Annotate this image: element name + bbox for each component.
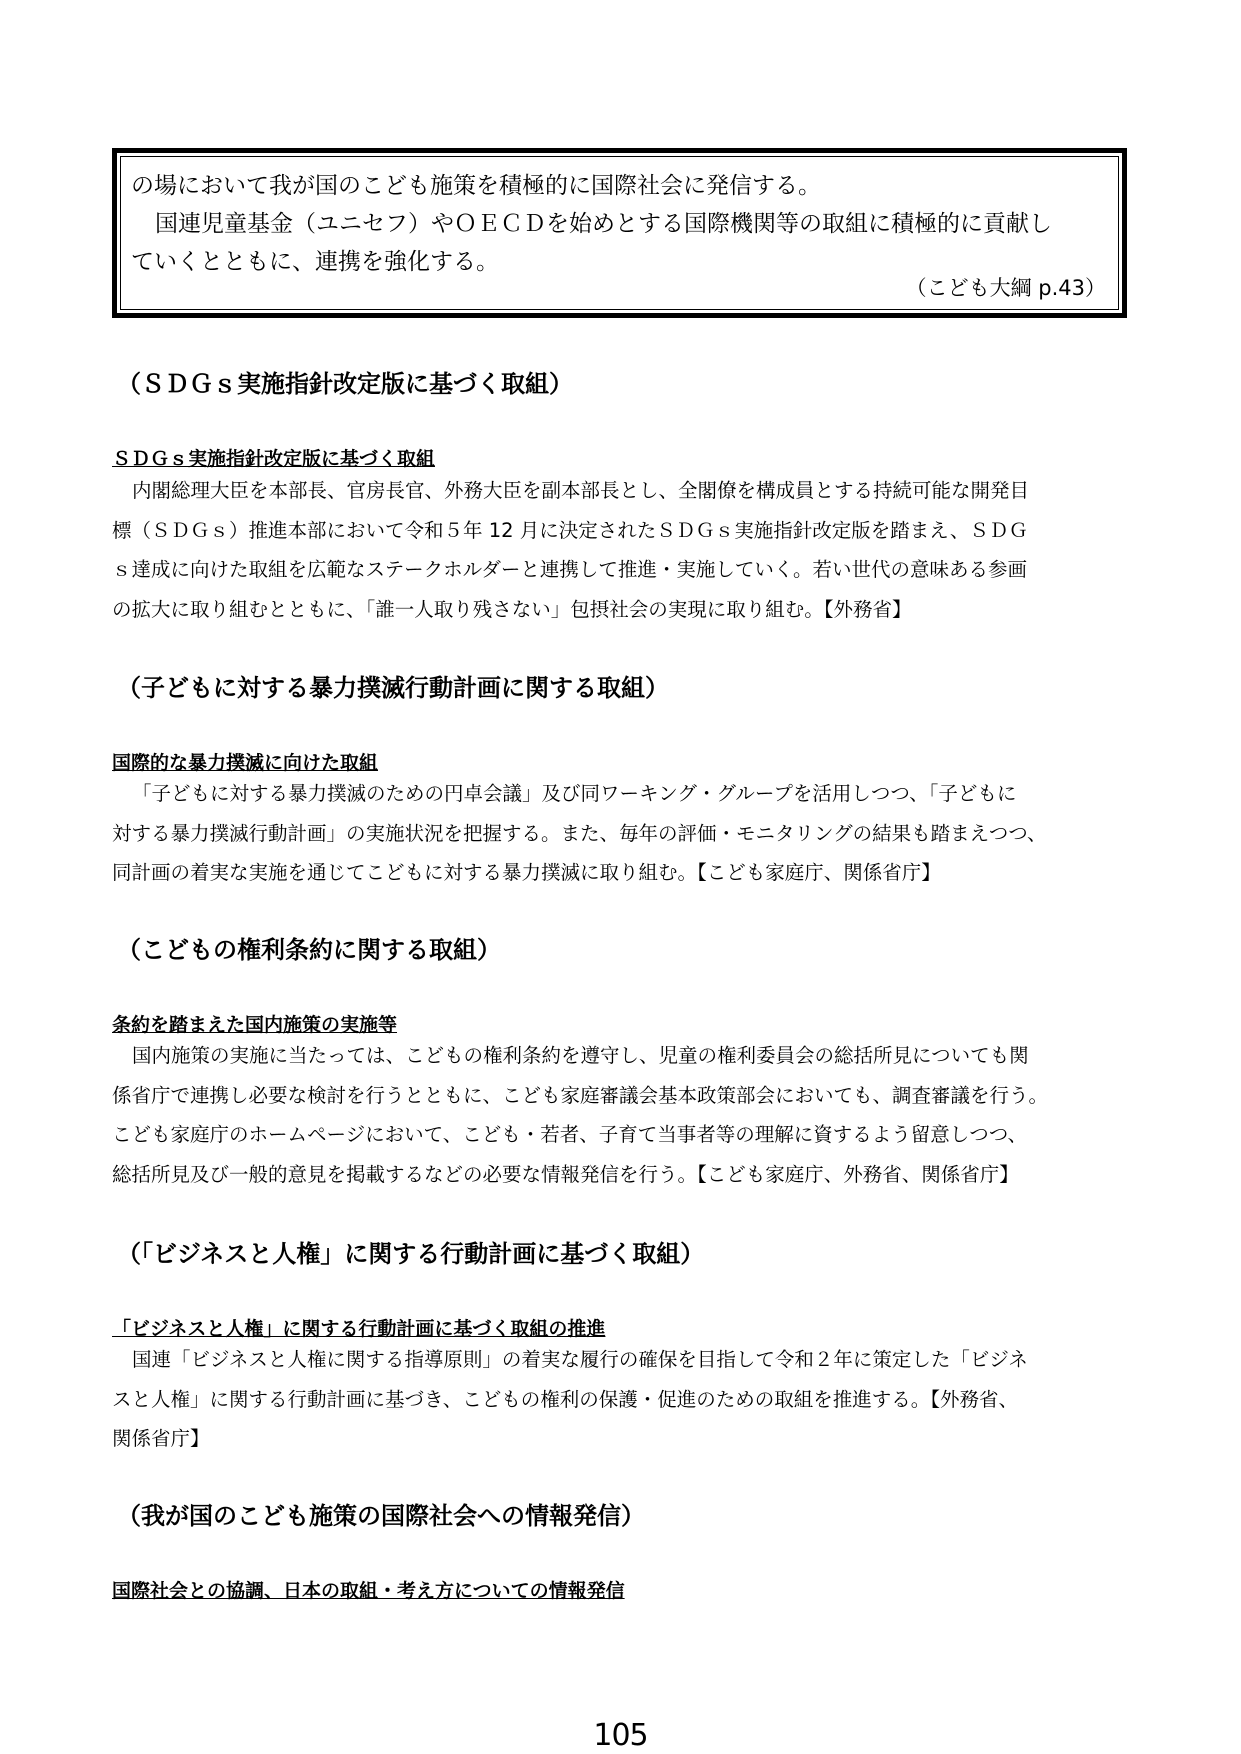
quote-line: の場において我が国のこども施策を積極的に国際社会に発信する。 <box>131 173 821 199</box>
section-paragraph <box>112 1340 1132 1459</box>
paragraph-line: こども家庭庁のホームページにおいて、こども・若者、子育て当事者等の理解に資するよう留意しつつ、 <box>112 1123 1027 1146</box>
paragraph-line: 標（ＳＤＧｓ）推進本部において令和５年 12 月に決定されたＳＤＧｓ実施指針改定版を踏まえ、ＳＤＧ <box>112 518 1028 542</box>
quote-line: 国連児童基金（ユニセフ）やＯＥＣＤを始めとする国際機関等の取組に積極的に貢献し <box>155 211 1052 237</box>
quote-box <box>112 148 1127 318</box>
page-number: 105 <box>593 1718 648 1753</box>
section-subheading: ＳＤＧｓ実施指針改定版に基づく取組 <box>112 448 436 470</box>
paragraph-line: 「子どもに対する暴力撲滅のための円卓会議」及び同ワーキング・グループを活用しつつ、「子どもに <box>132 782 1017 805</box>
quote-line: ていくとともに、連携を強化する。 <box>131 249 499 275</box>
section-subheading: 条約を踏まえた国内施策の実施等 <box>112 1014 398 1036</box>
section-subheading: 国際社会との協調、日本の取組・考え方についての情報発信 <box>112 1580 625 1602</box>
section-subheading: 国際的な暴力撲滅に向けた取組 <box>112 752 379 774</box>
paragraph-line: 係省庁で連携し必要な検討を行うとともに、こども家庭審議会基本政策部会においても、調査審議を行う。 <box>112 1083 1049 1107</box>
quote-box-inner <box>120 156 1119 310</box>
paragraph-line: ｓ達成に向けた取組を広範なステークホルダーと連携して推進・実施していく。若い世代の意味ある参画 <box>112 558 1027 581</box>
paragraph-line: の拡大に取り組むとともに、「誰一人取り残さない」包摂社会の実現に取り組む。【外務省】 <box>112 597 912 621</box>
quote-citation: （こども大綱 p.43） <box>905 276 1106 300</box>
section-heading: （こどもの権利条約に関する取組） <box>117 936 501 964</box>
section-heading: （我が国のこども施策の国際社会への情報発信） <box>117 1502 645 1530</box>
section-heading: （「ビジネスと人権」に関する行動計画に基づく取組） <box>117 1240 705 1268</box>
paragraph-line: 国連「ビジネスと人権に関する指導原則」の着実な履行の確保を目指して令和２年に策定した「ビジネ <box>132 1348 1028 1371</box>
paragraph-line: 対する暴力撲滅行動計画」の実施状況を把握する。また、毎年の評価・モニタリングの結果も踏まえつつ、 <box>112 821 1047 845</box>
paragraph-line: 国内施策の実施に当たっては、こどもの権利条約を遵守し、児童の権利委員会の総括所見についても関 <box>132 1044 1029 1067</box>
paragraph-line: 内閣総理大臣を本部長、官房長官、外務大臣を副本部長とし、全閣僚を構成員とする持続可能な開発目 <box>132 479 1030 502</box>
section-paragraph <box>112 471 1132 629</box>
paragraph-line: スと人権」に関する行動計画に基づき、こどもの権利の保護・促進のための取組を推進する。【外務省、 <box>112 1387 1018 1411</box>
section-heading: （子どもに対する暴力撲滅行動計画に関する取組） <box>117 674 669 702</box>
section-paragraph <box>112 774 1132 893</box>
paragraph-line: 総括所見及び一般的意見を掲載するなどの必要な情報発信を行う。【こども家庭庁、外務省、関係省庁】 <box>112 1162 1019 1186</box>
section-paragraph <box>112 1036 1132 1194</box>
paragraph-line: 同計画の着実な実施を通じてこどもに対する暴力撲滅に取り組む。【こども家庭庁、関係省庁】 <box>112 861 941 884</box>
paragraph-line: 関係省庁】 <box>112 1427 210 1450</box>
section-heading: （ＳＤＧｓ実施指針改定版に基づく取組） <box>117 370 573 398</box>
section-subheading: 「ビジネスと人権」に関する行動計画に基づく取組の推進 <box>112 1318 606 1340</box>
